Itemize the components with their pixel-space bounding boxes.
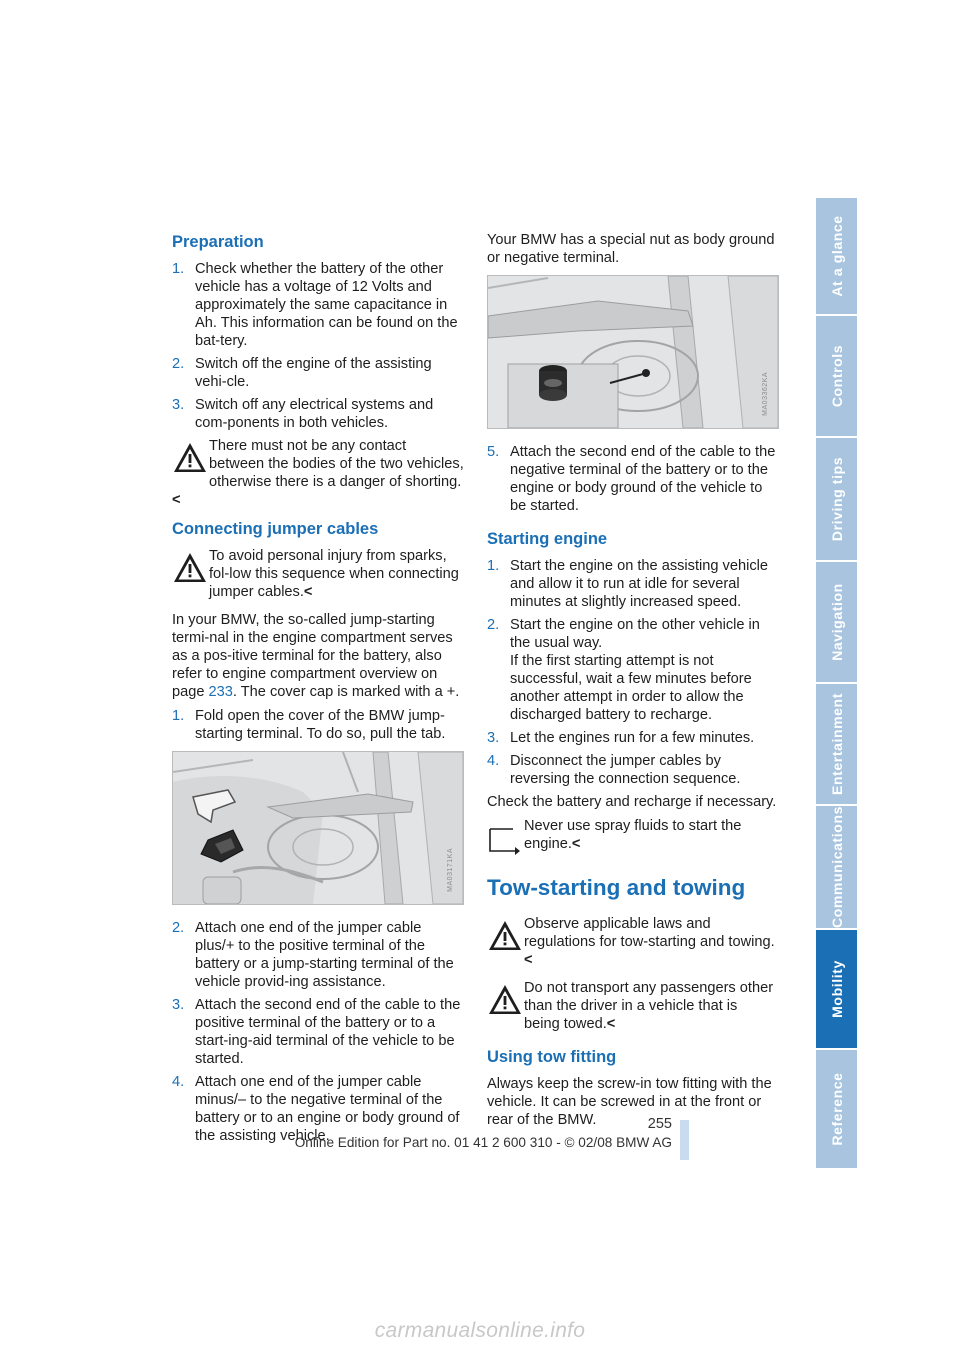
jumper-step-1	[172, 707, 464, 743]
right-column	[487, 226, 777, 1135]
step-text: Start the engine on the assisting vehicle and allow it to run at idle for several minutes at slightly increased speed.	[510, 558, 768, 610]
footer-accent-bar	[680, 1120, 689, 1160]
list-item	[172, 396, 464, 432]
step-text: Check whether the battery of the other vehicle has a voltage of 12 Volts and approximately the same capacitance in Ah. This information can be found on the bat-tery.	[195, 261, 458, 349]
step-text: Attach one end of the jumper cable minus/– to the negative terminal of the battery or to an engine or body ground of the assisting vehicle.	[195, 1074, 460, 1144]
warning-laws-text: Observe applicable laws and regulations for tow-starting and towing.	[524, 916, 775, 950]
heading-tow-starting-towing: Tow-starting and towing	[487, 875, 746, 900]
warning-sparks-text: To avoid personal injury from sparks, fol-low this sequence when connecting jumper cables.	[209, 548, 459, 600]
section-tab-label: At a glance	[828, 215, 845, 297]
warning-shorting	[172, 437, 464, 509]
step-text: Attach the second end of the cable to the positive terminal of the battery or to a start-ing-aid terminal of the vehicle to be started.	[195, 997, 461, 1067]
section-tab-label: Entertainment	[828, 693, 845, 795]
step-number: 3.	[172, 997, 185, 1013]
section-tab-controls[interactable]	[816, 316, 857, 438]
section-tab-navigation[interactable]	[816, 562, 857, 684]
list-item	[487, 443, 777, 515]
step-text: Attach the second end of the cable to the negative terminal of the battery or to the engine or body ground of the vehicle to be started.	[510, 444, 776, 514]
section-tabs	[816, 198, 857, 1170]
intro-text: In your BMW, the so-called jump-starting termi-nal in the engine compartment serves as a pos-itive terminal for the battery, also refer to engine compartment overview on page	[172, 612, 453, 700]
heading-connecting-jumper-cables: Connecting jumper cables	[172, 520, 379, 538]
body-ground-intro: Your BMW has a special nut as body ground or negative terminal.	[487, 232, 775, 266]
end-mark: <	[172, 492, 181, 508]
heading-starting-engine: Starting engine	[487, 530, 608, 548]
step-number: 1.	[487, 558, 500, 574]
page-reference-link[interactable]: 233	[208, 684, 233, 700]
page-number: 255	[647, 1116, 672, 1132]
step-number: 2.	[172, 356, 185, 372]
list-item	[172, 355, 464, 391]
step-text: Switch off any electrical systems and com-ponents in both vehicles.	[195, 397, 434, 431]
warning-triangle-icon	[172, 551, 208, 585]
warning-triangle-icon	[487, 919, 523, 953]
step-number: 4.	[172, 1074, 185, 1090]
section-tab-label: Controls	[828, 344, 845, 408]
section-tab-label: Driving tips	[828, 456, 845, 542]
step-number: 1.	[172, 261, 185, 277]
step-text: Let the engines run for a few minutes.	[510, 730, 755, 746]
engine-bay-nut-illustration	[488, 276, 778, 428]
step-text: Fold open the cover of the BMW jump-starting terminal. To do so, pull the tab.	[195, 708, 446, 742]
check-battery-text: Check the battery and recharge if necessary.	[487, 794, 777, 810]
end-mark: <	[606, 1016, 616, 1032]
step-number: 1.	[172, 708, 185, 724]
jumper-steps-2-4	[172, 919, 464, 1145]
section-tab-label: Mobility	[828, 960, 845, 1018]
step-number: 2.	[172, 920, 185, 936]
jump-start-terminal-figure	[172, 751, 464, 905]
preparation-steps	[172, 260, 464, 432]
end-mark: <	[303, 584, 313, 600]
list-item	[172, 707, 464, 743]
step-extra-text: If the first starting attempt is not successful, wait a few minutes before another attempt in order to allow the discharged battery to recharge.	[510, 653, 752, 723]
step-number: 5.	[487, 444, 500, 460]
watermark: carmanualsonline.info	[374, 1319, 586, 1342]
figure-code: MA03362KA	[762, 372, 769, 416]
step-text: Switch off the engine of the assisting vehi-cle.	[195, 356, 432, 390]
warning-passengers	[487, 979, 777, 1033]
list-item	[487, 752, 777, 788]
section-tab-label: Reference	[828, 1072, 845, 1146]
starting-steps	[487, 557, 777, 788]
list-item	[172, 919, 464, 991]
jump-terminal-intro	[172, 611, 464, 701]
heading-preparation: Preparation	[172, 233, 264, 251]
section-tab-label: Navigation	[828, 583, 845, 661]
section-tab-communications[interactable]	[816, 806, 857, 930]
section-tab-driving-tips[interactable]	[816, 438, 857, 562]
section-tab-entertainment[interactable]	[816, 684, 857, 806]
list-item	[172, 260, 464, 350]
end-mark: <	[524, 952, 533, 968]
footer-edition-text: Online Edition for Part no. 01 41 2 600 310 - © 02/08 BMW AG	[294, 1135, 672, 1150]
figure-code: MA03171KA	[447, 848, 454, 892]
engine-bay-illustration	[173, 752, 463, 904]
step-number: 3.	[487, 730, 500, 746]
section-tab-label: Communications	[828, 806, 845, 928]
warning-laws	[487, 915, 777, 969]
warning-passengers-text: Do not transport any passengers other than the driver in a vehicle that is being towed.	[524, 980, 774, 1032]
list-item	[487, 616, 777, 724]
warning-triangle-icon	[487, 983, 523, 1017]
list-item	[487, 729, 777, 747]
note-spray-text: Never use spray fluids to start the engine.	[524, 818, 742, 852]
step-text: Start the engine on the other vehicle in the usual way.	[510, 617, 760, 651]
heading-using-tow-fitting: Using tow fitting	[487, 1048, 617, 1066]
section-tab-at-a-glance[interactable]	[816, 198, 857, 316]
section-tab-mobility[interactable]	[816, 930, 857, 1050]
warning-sparks	[172, 547, 464, 601]
end-mark: <	[571, 836, 581, 852]
warning-triangle-icon	[172, 441, 208, 475]
list-item	[487, 557, 777, 611]
step-text: Attach one end of the jumper cable plus/+ to the positive terminal of the battery or a jump-starting terminal of the vehicle provid-ing assistance.	[195, 920, 454, 990]
body-ground-nut-figure	[487, 275, 779, 429]
left-column	[172, 226, 464, 1150]
step-text: Disconnect the jumper cables by reversing the connection sequence.	[510, 753, 741, 787]
step-number: 3.	[172, 397, 185, 413]
step-number: 2.	[487, 617, 500, 633]
intro-text-end: . The cover cap is marked with a +.	[232, 684, 460, 700]
note-spray-fluids	[487, 817, 777, 853]
warning-shorting-text: There must not be any contact between the bodies of the two vehicles, otherwise there is a danger of shorting.	[209, 438, 464, 490]
section-tab-reference[interactable]	[816, 1050, 857, 1170]
tow-fitting-text: Always keep the screw-in tow fitting with the vehicle. It can be screwed in at the front or rear of the BMW.	[487, 1076, 772, 1128]
jumper-step-5	[487, 443, 777, 515]
note-arrow-icon	[487, 821, 523, 855]
list-item	[172, 996, 464, 1068]
step-number: 4.	[487, 753, 500, 769]
